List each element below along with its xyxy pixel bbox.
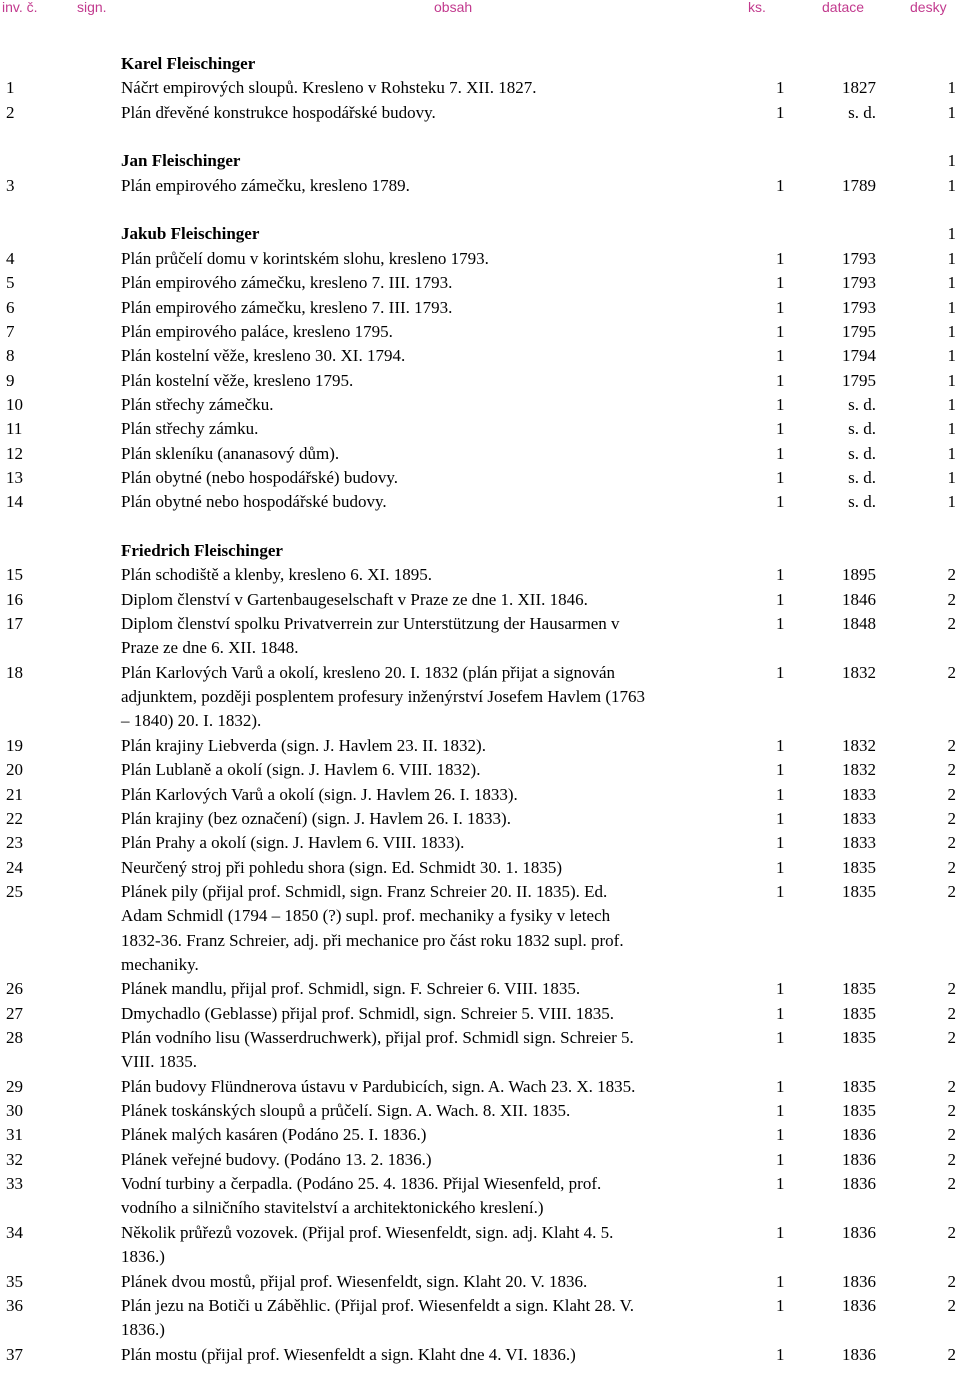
desky-value: 2: [947, 857, 956, 877]
desky-value: 1: [947, 346, 956, 366]
ks-value: 1: [776, 346, 785, 366]
desky-value: 2: [947, 1028, 956, 1047]
description-line: Plán Lublaně a okolí (sign. J. Havlem 6. VIII. 1832).: [121, 760, 481, 780]
ks-value: 1: [776, 881, 785, 901]
inventory-number: 34: [6, 1222, 23, 1242]
desky-value: 2: [947, 589, 956, 609]
datace-value: s. d.: [848, 492, 876, 512]
datace-value: 1835: [842, 881, 876, 901]
datace-value: 1833: [842, 808, 876, 828]
datace-value: 1835: [842, 1028, 876, 1047]
inventory-number: 9: [6, 370, 15, 390]
datace-value: 1836: [842, 1344, 876, 1364]
ks-value: 1: [776, 297, 785, 317]
description-line: Plán vodního lisu (Wasserdruchwerk), přijal prof. Schmidl sign. Schreier 5.: [121, 1028, 634, 1047]
desky-value: 1: [947, 321, 956, 341]
desky-value: 1: [947, 443, 956, 463]
description-line: Diplom členství spolku Privatverrein zur Unterstützung der Hausarmen v: [121, 614, 620, 634]
datace-value: s. d.: [848, 394, 876, 414]
description-line: Plán krajiny (bez označení) (sign. J. Havlem 26. I. 1833).: [121, 808, 511, 828]
desky-value: 1: [947, 224, 956, 244]
datace-value: 1793: [842, 273, 876, 293]
description-line: Plánek mandlu, přijal prof. Schmidl, sign. F. Schreier 6. VIII. 1835.: [121, 979, 581, 999]
ks-value: 1: [776, 394, 785, 414]
desky-value: 2: [947, 1271, 956, 1291]
datace-value: 1835: [842, 1003, 876, 1023]
ks-value: 1: [776, 443, 785, 463]
inventory-number: 5: [6, 273, 15, 293]
description-line: Plánek toskánských sloupů a průčelí. Sign. A. Wach. 8. XII. 1835.: [121, 1101, 571, 1121]
datace-value: 1895: [842, 565, 876, 585]
ks-value: 1: [776, 1003, 785, 1023]
inventory-number: 26: [6, 979, 23, 999]
description-line: Plán obytné (nebo hospodářské) budovy.: [121, 467, 398, 487]
datace-value: 1848: [842, 614, 876, 634]
description-line: Plán Prahy a okolí (sign. J. Havlem 6. VIII. 1833).: [121, 833, 465, 853]
inventory-number: 19: [6, 735, 23, 755]
inventory-number: 27: [6, 1003, 23, 1023]
description-line: Několik průřezů vozovek. (Přijal prof. Wiesenfeldt, sign. adj. Klaht 4. 5.: [121, 1222, 614, 1242]
datace-value: 1795: [842, 321, 876, 341]
inventory-number: 35: [6, 1271, 23, 1291]
inventory-number: 12: [6, 443, 23, 463]
datace-value: 1832: [842, 735, 876, 755]
header-sign: sign.: [77, 0, 107, 15]
ks-value: 1: [776, 784, 785, 804]
inventory-number: 13: [6, 467, 23, 487]
ks-value: 1: [776, 102, 785, 122]
inventory-number: 20: [6, 760, 23, 780]
description-line: 1836.): [121, 1320, 165, 1340]
desky-value: 1: [947, 370, 956, 390]
desky-value: 2: [947, 1222, 956, 1242]
ks-value: 1: [776, 1174, 785, 1194]
desky-value: 1: [947, 394, 956, 414]
datace-value: s. d.: [848, 467, 876, 487]
desky-value: 2: [947, 881, 956, 901]
ks-value: 1: [776, 248, 785, 268]
description-line: Plán dřevěné konstrukce hospodářské budovy.: [121, 102, 436, 122]
desky-value: 1: [947, 492, 956, 512]
desky-value: 2: [947, 808, 956, 828]
datace-value: 1827: [842, 78, 876, 98]
desky-value: 2: [947, 1295, 956, 1315]
ks-value: 1: [776, 370, 785, 390]
description-line: Plán schodiště a klenby, kresleno 6. XI. 1895.: [121, 565, 432, 585]
ks-value: 1: [776, 662, 785, 682]
ks-value: 1: [776, 979, 785, 999]
datace-value: 1836: [842, 1174, 876, 1194]
inventory-number: 6: [6, 297, 15, 317]
inventory-number: 37: [6, 1344, 23, 1364]
description-line: Plán obytné nebo hospodářské budovy.: [121, 492, 387, 512]
datace-value: s. d.: [848, 443, 876, 463]
description-line: Plán empirového paláce, kresleno 1795.: [121, 321, 393, 341]
header-datace: datace: [822, 0, 865, 15]
description-line: Plán empirového zámečku, kresleno 7. III. 1793.: [121, 297, 453, 317]
description-line: Vodní turbiny a čerpadla. (Podáno 25. 4. 1836. Přijal Wiesenfeld, prof.: [121, 1174, 602, 1194]
desky-value: 2: [947, 1003, 956, 1023]
description-line: Plán střechy zámečku.: [121, 394, 274, 414]
desky-value: 2: [947, 979, 956, 999]
inventory-number: 22: [6, 808, 23, 828]
ks-value: 1: [776, 467, 785, 487]
description-line: Plánek veřejné budovy. (Podáno 13. 2. 1836.): [121, 1149, 432, 1169]
desky-value: 1: [947, 297, 956, 317]
datace-value: 1794: [842, 346, 876, 366]
inventory-number: 16: [6, 589, 23, 609]
desky-value: 1: [947, 175, 956, 195]
inventory-number: 23: [6, 833, 23, 853]
desky-value: 2: [947, 1101, 956, 1121]
ks-value: 1: [776, 492, 785, 512]
header-inv: inv. č.: [2, 0, 38, 15]
desky-value: 2: [947, 565, 956, 585]
description-line: Plán Karlových Varů a okolí, kresleno 20. I. 1832 (plán přijat a signován: [121, 662, 615, 682]
datace-value: s. d.: [848, 419, 876, 439]
datace-value: 1833: [842, 833, 876, 853]
inventory-number: 29: [6, 1076, 23, 1096]
datace-value: 1793: [842, 248, 876, 268]
desky-value: 2: [947, 1149, 956, 1169]
description-line: Plán průčelí domu v korintském slohu, kresleno 1793.: [121, 248, 489, 268]
desky-value: 2: [947, 760, 956, 780]
inventory-number: 1: [6, 78, 15, 98]
datace-value: 1793: [842, 297, 876, 317]
description-line: Plán budovy Flündnerova ústavu v Pardubicích, sign. A. Wach 23. X. 1835.: [121, 1076, 636, 1096]
description-line: 1832-36. Franz Schreier, adj. při mechanice pro část roku 1832 supl. prof.: [121, 930, 624, 950]
datace-value: s. d.: [848, 102, 876, 122]
ks-value: 1: [776, 833, 785, 853]
datace-value: 1832: [842, 662, 876, 682]
description-line: – 1840) 20. I. 1832).: [121, 711, 262, 731]
description-line: Plán krajiny Liebverda (sign. J. Havlem 23. II. 1832).: [121, 735, 486, 755]
inventory-number: 24: [6, 857, 23, 877]
description-line: mechaniky.: [121, 954, 199, 974]
desky-value: 2: [947, 1174, 956, 1194]
ks-value: 1: [776, 1271, 785, 1291]
ks-value: 1: [776, 175, 785, 195]
creator-name: Jan Fleischinger: [121, 151, 241, 171]
inventory-number: 4: [6, 248, 15, 268]
inventory-number: 17: [6, 614, 23, 634]
ks-value: 1: [776, 735, 785, 755]
inventory-number: 14: [6, 492, 23, 512]
desky-value: 2: [947, 833, 956, 853]
ks-value: 1: [776, 1076, 785, 1096]
datace-value: 1836: [842, 1149, 876, 1169]
description-line: Diplom členství v Gartenbaugeselschaft v Praze ze dne 1. XII. 1846.: [121, 589, 588, 609]
ks-value: 1: [776, 321, 785, 341]
description-line: vodního a silničního stavitelství a architektonického kreslení.): [121, 1198, 544, 1218]
datace-value: 1846: [842, 589, 876, 609]
datace-value: 1835: [842, 857, 876, 877]
description-line: Plán empirového zámečku, kresleno 1789.: [121, 175, 410, 195]
description-line: Praze ze dne 6. XII. 1848.: [121, 638, 299, 658]
ks-value: 1: [776, 565, 785, 585]
description-line: Plán kostelní věže, kresleno 30. XI. 1794.: [121, 346, 406, 366]
description-line: Plánek pily (přijal prof. Schmidl, sign. Franz Schreier 20. II. 1835). Ed.: [121, 881, 608, 901]
inventory-number: 25: [6, 881, 23, 901]
description-line: Plán jezu na Botiči u Záběhlic. (Přijal prof. Wiesenfeldt a sign. Klaht 28. V.: [121, 1295, 634, 1315]
desky-value: 2: [947, 784, 956, 804]
ks-value: 1: [776, 273, 785, 293]
inventory-number: 28: [6, 1028, 23, 1047]
description-line: Dmychadlo (Geblasse) přijal prof. Schmidl, sign. Schreier 5. VIII. 1835.: [121, 1003, 615, 1023]
datace-value: 1836: [842, 1271, 876, 1291]
inventory-number: 32: [6, 1149, 23, 1169]
datace-value: 1832: [842, 760, 876, 780]
desky-value: 1: [947, 102, 956, 122]
datace-value: 1836: [842, 1222, 876, 1242]
inventory-number: 11: [6, 419, 23, 439]
desky-value: 1: [947, 419, 956, 439]
ks-value: 1: [776, 419, 785, 439]
desky-value: 2: [947, 735, 956, 755]
datace-value: 1795: [842, 370, 876, 390]
description-line: Neurčený stroj při pohledu shora (sign. Ed. Schmidt 30. 1. 1835): [121, 857, 562, 877]
creator-name: Friedrich Fleischinger: [121, 541, 283, 560]
ks-value: 1: [776, 760, 785, 780]
inventory-number: 33: [6, 1174, 23, 1194]
datace-value: 1835: [842, 1101, 876, 1121]
ks-value: 1: [776, 589, 785, 609]
inventory-number: 31: [6, 1125, 23, 1145]
datace-value: 1789: [842, 175, 876, 195]
desky-value: 1: [947, 467, 956, 487]
desky-value: 2: [947, 662, 956, 682]
description-line: Plán skleníku (ananasový dům).: [121, 443, 340, 463]
ks-value: 1: [776, 1295, 785, 1315]
datace-value: 1835: [842, 979, 876, 999]
header-ks: ks.: [748, 0, 766, 15]
datace-value: 1836: [842, 1295, 876, 1315]
ks-value: 1: [776, 1101, 785, 1121]
description-line: Adam Schmidl (1794 – 1850 (?) supl. prof. mechaniky a fysiky v letech: [121, 906, 611, 926]
description-line: Plán mostu (přijal prof. Wiesenfeldt a sign. Klaht dne 4. VI. 1836.): [121, 1344, 576, 1364]
inventory-number: 8: [6, 346, 15, 366]
ks-value: 1: [776, 808, 785, 828]
description-line: VIII. 1835.: [121, 1052, 198, 1072]
inventory-number: 18: [6, 662, 23, 682]
description-line: Plánek malých kasáren (Podáno 25. I. 1836.): [121, 1125, 427, 1145]
datace-value: 1835: [842, 1076, 876, 1096]
description-line: Plán střechy zámku.: [121, 419, 259, 439]
creator-name: Karel Fleischinger: [121, 54, 256, 73]
inventory-number: 10: [6, 394, 23, 414]
inventory-number: 7: [6, 321, 15, 341]
ks-value: 1: [776, 78, 785, 98]
description-line: Plán Karlových Varů a okolí (sign. J. Havlem 26. I. 1833).: [121, 784, 518, 804]
creator-name: Jakub Fleischinger: [121, 224, 260, 244]
ks-value: 1: [776, 1028, 785, 1047]
datace-value: 1836: [842, 1125, 876, 1145]
description-line: Náčrt empirových sloupů. Kresleno v Rohsteku 7. XII. 1827.: [121, 78, 537, 98]
desky-value: 2: [947, 1125, 956, 1145]
ks-value: 1: [776, 1222, 785, 1242]
header-obsah: obsah: [434, 0, 473, 15]
ks-value: 1: [776, 1125, 785, 1145]
desky-value: 1: [947, 151, 956, 171]
description-line: Plán empirového zámečku, kresleno 7. III. 1793.: [121, 273, 453, 293]
header-desky: desky: [910, 0, 947, 15]
description-line: Plánek dvou mostů, přijal prof. Wiesenfeldt, sign. Klaht 20. V. 1836.: [121, 1271, 588, 1291]
inventory-number: 30: [6, 1101, 23, 1121]
inventory-number: 2: [6, 102, 15, 122]
ks-value: 1: [776, 1149, 785, 1169]
description-line: Plán kostelní věže, kresleno 1795.: [121, 370, 354, 390]
desky-value: 1: [947, 78, 956, 98]
description-line: 1836.): [121, 1247, 165, 1267]
ks-value: 1: [776, 857, 785, 877]
ks-value: 1: [776, 614, 785, 634]
inventory-number: 21: [6, 784, 23, 804]
desky-value: 2: [947, 1076, 956, 1096]
inventory-number: 36: [6, 1295, 23, 1315]
datace-value: 1833: [842, 784, 876, 804]
desky-value: 2: [947, 614, 956, 634]
description-line: adjunktem, později posplentem profesury inženýrství Josefem Havlem (1763: [121, 687, 646, 707]
inventory-number: 3: [6, 175, 15, 195]
desky-value: 1: [947, 248, 956, 268]
inventory-number: 15: [6, 565, 23, 585]
desky-value: 1: [947, 273, 956, 293]
ks-value: 1: [776, 1344, 785, 1364]
desky-value: 2: [947, 1344, 956, 1364]
